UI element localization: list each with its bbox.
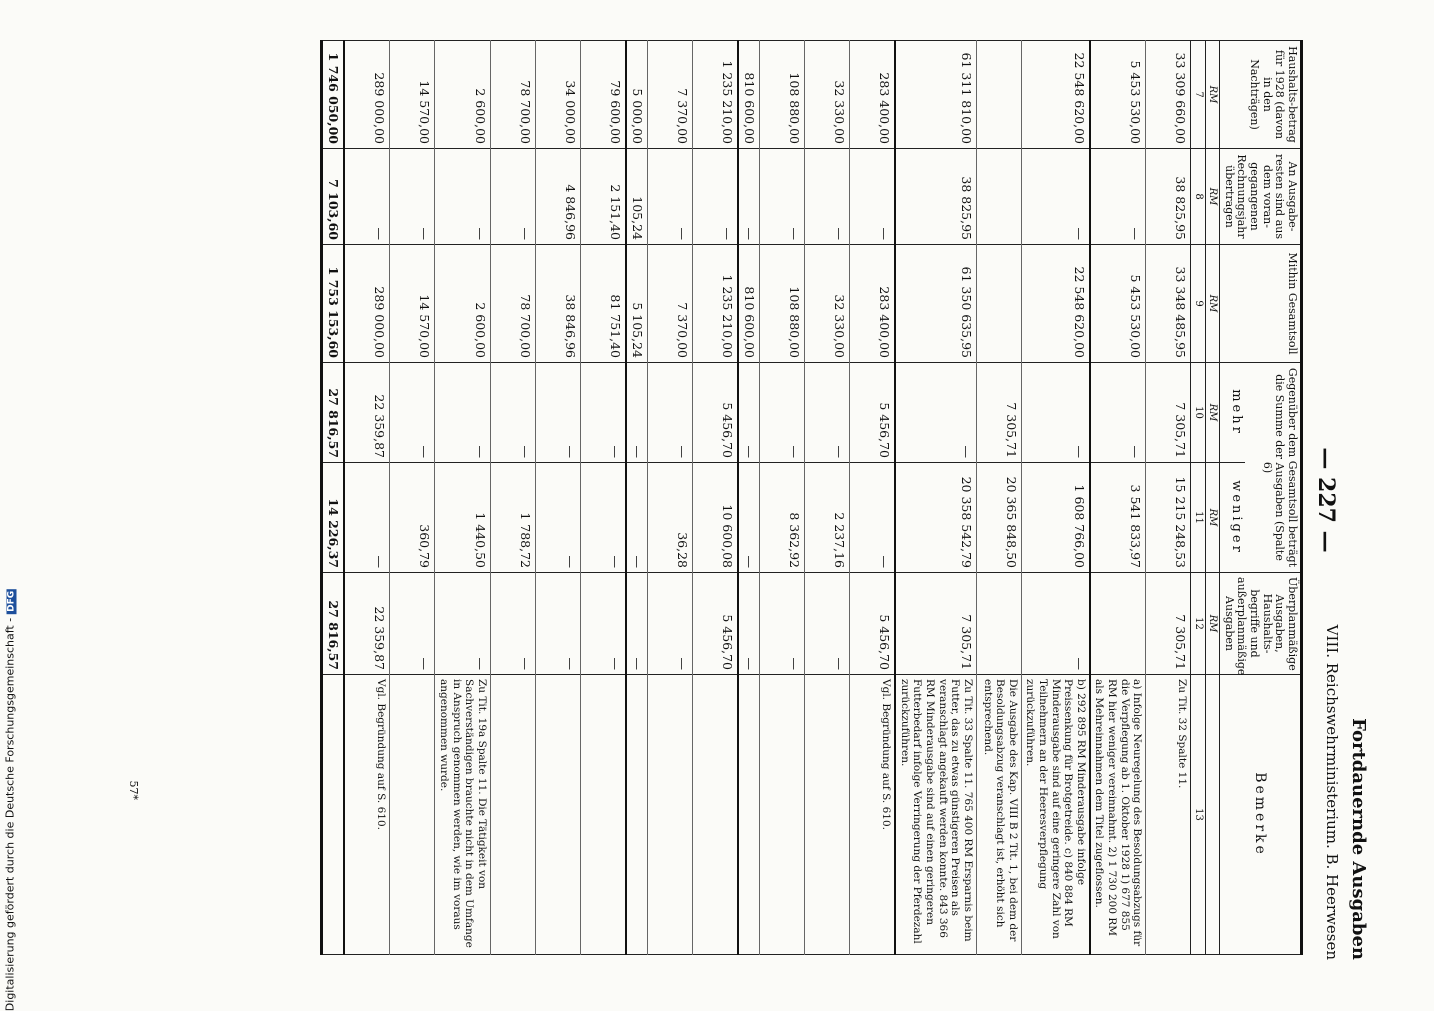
cell-c12: 7 305,71 <box>1146 573 1191 675</box>
table-row <box>1090 41 1146 955</box>
cell-c8: — <box>435 149 490 245</box>
remark-cell <box>805 675 850 955</box>
cell-c11: 360,79 <box>390 463 435 573</box>
table-row <box>693 41 739 955</box>
remark-cell: Vgl. Begründung auf S. 610. <box>344 675 390 955</box>
cell-c10: — <box>535 363 580 463</box>
cell-c10: — <box>1021 363 1089 463</box>
cell-c9: 33 348 485,95 <box>1146 245 1191 363</box>
cell-c9: 61 350 635,95 <box>895 245 976 363</box>
cell-c10: — <box>435 363 490 463</box>
remark-cell: Vgl. Begründung auf S. 610. <box>850 675 896 955</box>
cell-c7: 61 311 810,00 <box>895 41 976 149</box>
remark-cell: b) 292 895 RM Minderausgabe infolge Preissenkung für Brotgetreide. c) 840 884 RM Minderausgabe sind auf eine geringere Zahl von Teilnehmern an der Heeresverpflegung zurückzuführen. <box>1021 675 1089 955</box>
remark-cell <box>490 675 535 955</box>
table-row <box>760 41 805 955</box>
table-row <box>850 41 896 955</box>
total-c11: 14 226,37 <box>322 463 345 573</box>
remark-cell <box>648 675 693 955</box>
cell-c11: 2 237,16 <box>805 463 850 573</box>
cell-c8: 2 151,40 <box>580 149 626 245</box>
cell-c10: — <box>738 363 760 463</box>
cell-c12: — <box>1021 573 1089 675</box>
cell-c7: 33 309 660,00 <box>1146 41 1191 149</box>
cell-c11: 10 600,08 <box>693 463 739 573</box>
unit-10: RM <box>1205 363 1220 463</box>
colnum-13: 13 <box>1191 675 1206 955</box>
cell-c7: 78 700,00 <box>490 41 535 149</box>
cell-c8: — <box>738 149 760 245</box>
cell-c7: 32 330,00 <box>805 41 850 149</box>
cell-c11: — <box>850 463 896 573</box>
remark-cell <box>738 675 760 955</box>
colnum-10: 10 <box>1191 363 1206 463</box>
cell-c7: 283 400,00 <box>850 41 896 149</box>
table-row <box>490 41 535 955</box>
table-row <box>344 41 390 955</box>
total-c8: 7 103,60 <box>322 149 345 245</box>
cell-c10: 5 456,70 <box>693 363 739 463</box>
cell-c11: — <box>344 463 390 573</box>
col-header-8: An Ausgabe-resten sind aus dem voran-gegangenen Rechnungsjahr übertragen <box>1220 149 1302 245</box>
remark-cell <box>626 675 648 955</box>
table-row <box>648 41 693 955</box>
remark-cell: Zu Tit. 33 Spalte 11. 765 400 RM Ersparnis beim Futter, das zu etwas günstigeren Preisen als veranschlagt angekauft werden konnte. 843 366 RM Minderausgabe sind auf einen geringeren Futterbedarf infolge Verringerung der Pferdezahl zurückzuführen. <box>895 675 976 955</box>
unit-8: RM <box>1205 149 1220 245</box>
cell-c9: 108 880,00 <box>760 245 805 363</box>
table-row <box>390 41 435 955</box>
cell-c11: 1 788,72 <box>490 463 535 573</box>
cell-c11: 20 365 848,50 <box>976 463 1021 573</box>
cell-c10: 7 305,71 <box>1146 363 1191 463</box>
cell-c11: — <box>535 463 580 573</box>
cell-c12: — <box>805 573 850 675</box>
dfg-logo: DFG <box>6 590 17 612</box>
page-title: Fortdauernde Ausgaben <box>1348 718 1369 960</box>
cell-c7: 5 453 530,00 <box>1090 41 1146 149</box>
cell-c9: 283 400,00 <box>850 245 896 363</box>
col-header-12: Überplanmäßige Ausgaben, Haushalts-begriffe und außerplanmäßige Ausgaben <box>1220 573 1302 675</box>
cell-c12: 22 359,87 <box>344 573 390 675</box>
cell-c7: 289 000,00 <box>344 41 390 149</box>
cell-c9: 78 700,00 <box>490 245 535 363</box>
total-c10: 27 816,57 <box>322 363 345 463</box>
total-c7: 1 746 050,00 <box>322 41 345 149</box>
cell-c11: — <box>580 463 626 573</box>
rotated-sheet <box>57 40 1377 960</box>
col-header-9: Mithin Gesamtsoll <box>1220 245 1302 363</box>
unit-13 <box>1205 675 1220 955</box>
col-header-13: Bemerke <box>1220 675 1302 955</box>
cell-c11: 1 440,50 <box>435 463 490 573</box>
cell-c7: 1 235 210,00 <box>693 41 739 149</box>
cell-c10: — <box>1090 363 1146 463</box>
cell-c9: 5 453 530,00 <box>1090 245 1146 363</box>
cell-c10: — <box>626 363 648 463</box>
col-header-7: Haushalts-betrag für 1928 (davon in den Nachträgen) <box>1220 41 1302 149</box>
remark-cell: Zu Tit. 19a Spalte 11. Die Tätigkeit von Sachverständigen brauchte nicht in dem Umfange in Anspruch genommen werden, wie im voraus angenommen wurde. <box>435 675 490 955</box>
cell-c12 <box>1090 573 1146 675</box>
table-row <box>895 41 976 955</box>
table-body <box>344 41 1190 955</box>
cell-c11: 1 608 766,00 <box>1021 463 1089 573</box>
total-note <box>322 675 345 955</box>
remark-cell <box>693 675 739 955</box>
budget-table <box>320 40 1303 955</box>
colnum-12: 12 <box>1191 573 1206 675</box>
page-mark: 57* <box>127 780 140 800</box>
cell-c12: — <box>626 573 648 675</box>
cell-c12: — <box>435 573 490 675</box>
cell-c8: — <box>390 149 435 245</box>
cell-c11: 15 215 248,53 <box>1146 463 1191 573</box>
cell-c10: 5 456,70 <box>850 363 896 463</box>
cell-c7: 2 600,00 <box>435 41 490 149</box>
cell-c11: 20 358 542,79 <box>895 463 976 573</box>
cell-c7: 108 880,00 <box>760 41 805 149</box>
cell-c11: 36,28 <box>648 463 693 573</box>
remark-cell: a) Infolge Neuregelung des Besoldungsabzugs für die Verpflegung ab 1. Oktober 1928 1) 677 855 RM hier weniger vereinnahmt. 2) 1 730 200 RM als Mehreinnahmen dem Titel zugeflossen. <box>1090 675 1146 955</box>
colnum-9: 9 <box>1191 245 1206 363</box>
cell-c8: — <box>850 149 896 245</box>
col-header-11: weniger <box>1220 463 1245 573</box>
cell-c10: — <box>895 363 976 463</box>
cell-c9: 5 105,24 <box>626 245 648 363</box>
table-row <box>626 41 648 955</box>
cell-c12: — <box>760 573 805 675</box>
remark-cell: Zu Tit. 32 Spalte 11. <box>1146 675 1191 955</box>
cell-c12: — <box>535 573 580 675</box>
cell-c10: — <box>805 363 850 463</box>
cell-c12 <box>976 573 1021 675</box>
unit-9: RM <box>1205 245 1220 363</box>
cell-c11: — <box>626 463 648 573</box>
group-header: Gegenüber dem Gesamtsoll beträgt die Summe der Ausgaben (Spalte 6) <box>1245 363 1302 573</box>
table-row <box>435 41 490 955</box>
cell-c7: 79 600,00 <box>580 41 626 149</box>
cell-c11: 3 541 833,97 <box>1090 463 1146 573</box>
unit-7: RM <box>1205 41 1220 149</box>
cell-c8: 4 846,96 <box>535 149 580 245</box>
cell-c9: 32 330,00 <box>805 245 850 363</box>
cell-c8: — <box>490 149 535 245</box>
colnum-7: 7 <box>1191 41 1206 149</box>
cell-c9: 2 600,00 <box>435 245 490 363</box>
unit-12: RM <box>1205 573 1220 675</box>
cell-c12: 5 456,70 <box>850 573 896 675</box>
cell-c8: 38 825,95 <box>1146 149 1191 245</box>
remark-cell: Die Ausgabe des Kap. VIII B 2 Tit. 1, bei dem der Besoldungsabzug veranschlagt ist, erhöht sich entsprechend. <box>976 675 1021 955</box>
cell-c12: — <box>490 573 535 675</box>
total-c9: 1 753 153,60 <box>322 245 345 363</box>
remark-cell <box>390 675 435 955</box>
remark-cell <box>580 675 626 955</box>
cell-c9: 289 000,00 <box>344 245 390 363</box>
cell-c7 <box>976 41 1021 149</box>
cell-c7: 5 000,00 <box>626 41 648 149</box>
remark-cell <box>760 675 805 955</box>
table-row <box>1021 41 1089 955</box>
cell-c10: 7 305,71 <box>976 363 1021 463</box>
cell-c8: — <box>760 149 805 245</box>
cell-c8: — <box>1090 149 1146 245</box>
colnum-11: 11 <box>1191 463 1206 573</box>
dfg-footer <box>2 590 18 1011</box>
cell-c12: — <box>390 573 435 675</box>
cell-c9 <box>976 245 1021 363</box>
page-subtitle: VIII. Reichswehrministerium. B. Heerwesen <box>1323 624 1341 960</box>
cell-c8: 38 825,95 <box>895 149 976 245</box>
cell-c8: — <box>805 149 850 245</box>
cell-c10: — <box>760 363 805 463</box>
table-row <box>535 41 580 955</box>
cell-c10: 22 359,87 <box>344 363 390 463</box>
cell-c9: 38 846,96 <box>535 245 580 363</box>
cell-c10: — <box>490 363 535 463</box>
cell-c12: — <box>648 573 693 675</box>
table-row <box>738 41 760 955</box>
cell-c10: — <box>648 363 693 463</box>
cell-c12: 5 456,70 <box>693 573 739 675</box>
cell-c9: 7 370,00 <box>648 245 693 363</box>
cell-c7: 7 370,00 <box>648 41 693 149</box>
cell-c8 <box>976 149 1021 245</box>
cell-c11: — <box>738 463 760 573</box>
cell-c7: 14 570,00 <box>390 41 435 149</box>
cell-c8: — <box>1021 149 1089 245</box>
cell-c12: — <box>580 573 626 675</box>
cell-c7: 810 600,00 <box>738 41 760 149</box>
cell-c10: — <box>390 363 435 463</box>
cell-c11: 8 362,92 <box>760 463 805 573</box>
remark-cell <box>535 675 580 955</box>
cell-c8: 105,24 <box>626 149 648 245</box>
total-c12: 27 816,57 <box>322 573 345 675</box>
cell-c10: — <box>580 363 626 463</box>
page-number: — 227 — <box>1313 447 1339 553</box>
unit-11: RM <box>1205 463 1220 573</box>
table-row <box>976 41 1021 955</box>
cell-c8: — <box>344 149 390 245</box>
cell-c9: 81 751,40 <box>580 245 626 363</box>
cell-c9: 810 600,00 <box>738 245 760 363</box>
cell-c9: 1 235 210,00 <box>693 245 739 363</box>
cell-c7: 22 548 620,00 <box>1021 41 1089 149</box>
cell-c9: 22 548 620,00 <box>1021 245 1089 363</box>
colnum-8: 8 <box>1191 149 1206 245</box>
cell-c9: 14 570,00 <box>390 245 435 363</box>
cell-c12: 7 305,71 <box>895 573 976 675</box>
footer-text: Digitalisierung gefördert durch die Deutsche Forschungsgemeinschaft - <box>3 617 17 1011</box>
cell-c7: 34 000,00 <box>535 41 580 149</box>
col-header-10: mehr <box>1220 363 1245 463</box>
cell-c12: — <box>738 573 760 675</box>
table-row <box>580 41 626 955</box>
cell-c8: — <box>693 149 739 245</box>
totals-row <box>322 41 345 955</box>
cell-c8: — <box>648 149 693 245</box>
table-row <box>805 41 850 955</box>
table-row <box>1146 41 1191 955</box>
